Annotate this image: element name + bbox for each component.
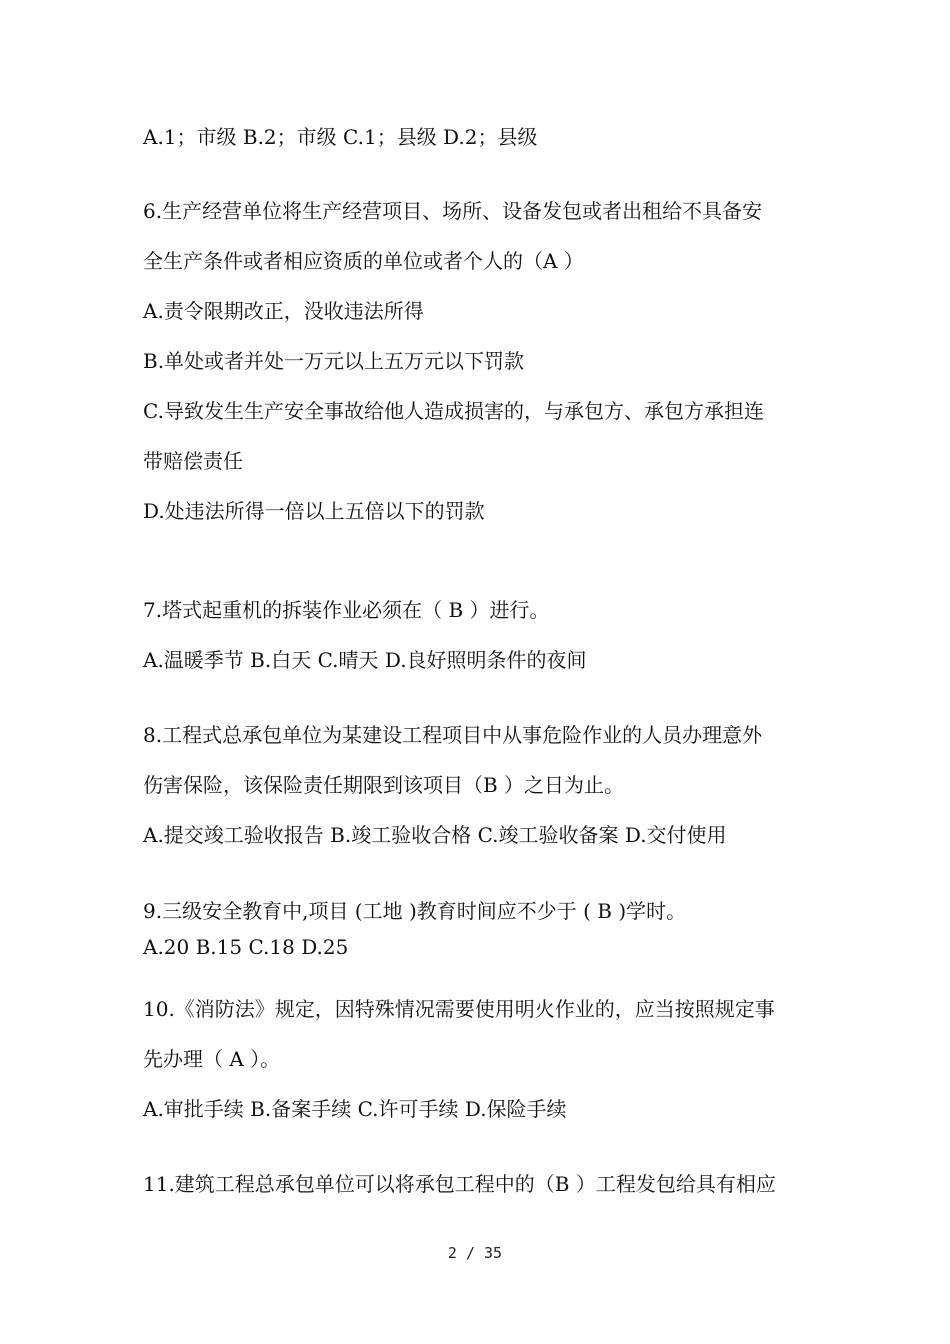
question-8-options: A.提交竣工验收报告 B.竣工验收合格 C.竣工验收备案 D.交付使用 bbox=[143, 823, 727, 847]
question-6-option-c-line-2: 带赔偿责任 bbox=[143, 449, 243, 473]
question-6-option-b: B.单处或者并处一万元以上五万元以下罚款 bbox=[143, 349, 525, 373]
option-line-q5: A.1；市级 B.2；市级 C.1；县级 D.2；县级 bbox=[143, 125, 538, 149]
question-6-line-1: 6.生产经营单位将生产经营项目、场所、设备发包或者出租给不具备安 bbox=[143, 199, 763, 223]
question-9: 9.三级安全教育中,项目 (工地 )教育时间应不少于 ( B )学时。 bbox=[143, 899, 687, 923]
question-6-option-a: A.责令限期改正，没收违法所得 bbox=[143, 299, 424, 323]
question-8-line-2: 伤害保险，该保险责任期限到该项目（B ）之日为止。 bbox=[143, 773, 625, 797]
question-6-option-d: D.处违法所得一倍以上五倍以下的罚款 bbox=[143, 499, 485, 523]
question-8-line-1: 8.工程式总承包单位为某建设工程项目中从事危险作业的人员办理意外 bbox=[143, 723, 763, 747]
question-11-line-1: 11.建筑工程总承包单位可以将承包工程中的（B ）工程发包给具有相应 bbox=[143, 1172, 776, 1196]
question-7: 7.塔式起重机的拆装作业必须在（ B ）进行。 bbox=[143, 598, 550, 622]
page-number: 2 / 35 bbox=[447, 1244, 503, 1262]
question-9-options: A.20 B.15 C.18 D.25 bbox=[143, 935, 349, 959]
question-10-options: A.审批手续 B.备案手续 C.许可手续 D.保险手续 bbox=[143, 1097, 567, 1121]
question-10-line-1: 10.《消防法》规定，因特殊情况需要使用明火作业的，应当按照规定事 bbox=[143, 997, 775, 1021]
question-7-options: A.温暖季节 B.白天 C.晴天 D.良好照明条件的夜间 bbox=[143, 648, 587, 672]
question-10-line-2: 先办理（ A ）。 bbox=[143, 1047, 281, 1071]
question-6-line-2: 全生产条件或者相应资质的单位或者个人的（A ） bbox=[143, 249, 584, 273]
question-6-option-c-line-1: C.导致发生生产安全事故给他人造成损害的，与承包方、承包方承担连 bbox=[143, 399, 764, 423]
